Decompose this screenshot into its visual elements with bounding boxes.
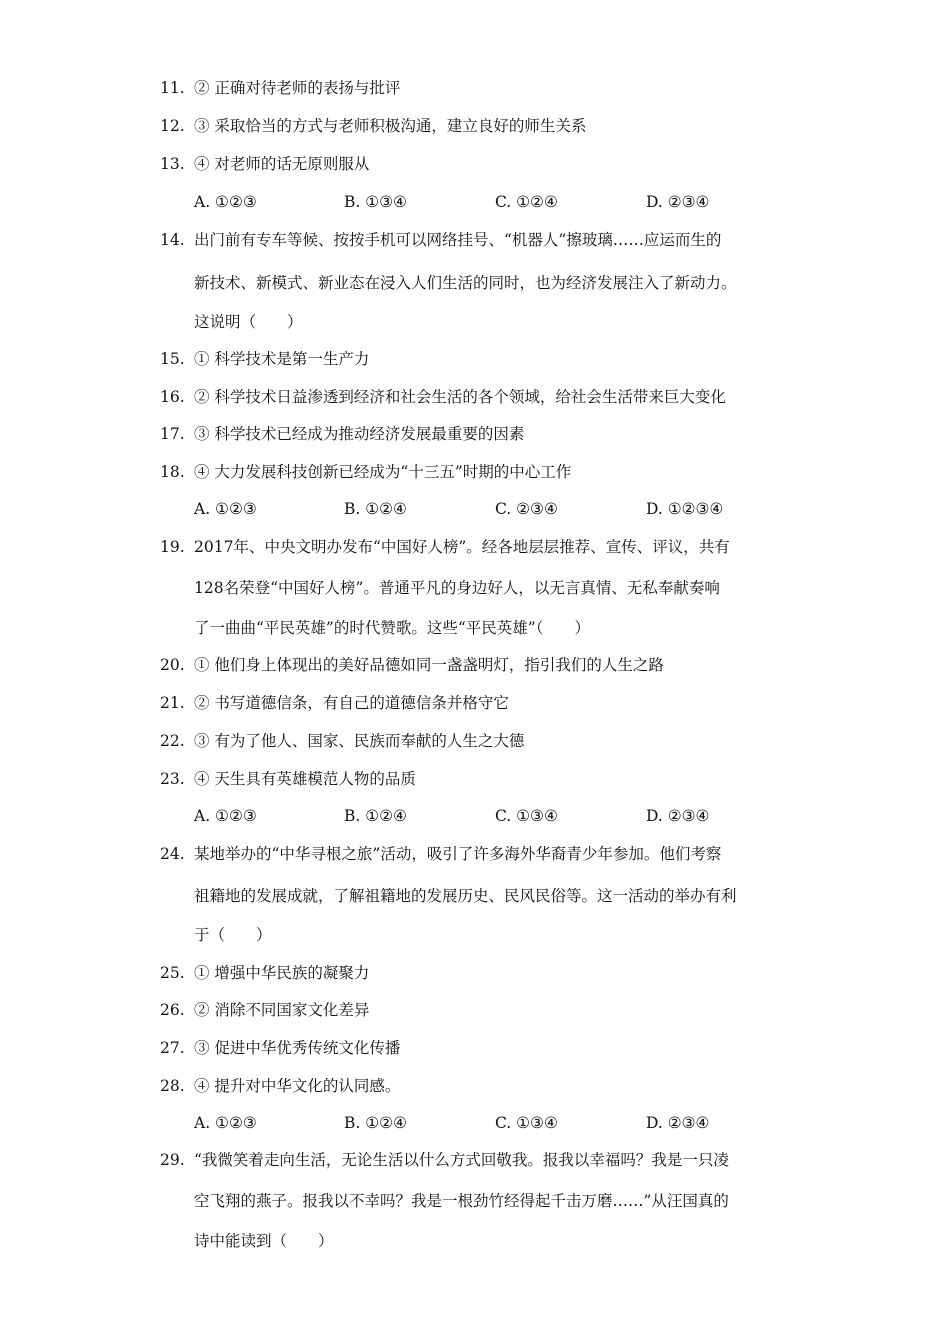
- answer-options-row: [0, 183, 950, 221]
- option-d: D. ②③④: [646, 1114, 710, 1132]
- question-item-15: [0, 340, 950, 378]
- continuation-text: 128名荣登“中国好人榜”。普通平凡的身边好人，以无言真情、无私奉献奏响: [194, 579, 720, 597]
- option-b: B. ①②④: [344, 807, 407, 825]
- question-item-26: [0, 991, 950, 1029]
- item-continuation: [0, 569, 950, 607]
- item-number: 19.: [160, 538, 185, 556]
- item-text: ④ 对老师的话无原则服从: [194, 155, 370, 173]
- option-c: C. ①②④: [495, 193, 558, 211]
- item-text: ④ 大力发展科技创新已经成为“十三五”时期的中心工作: [194, 463, 572, 481]
- continuation-text: 诗中能读到（ ）: [194, 1232, 334, 1250]
- item-continuation: [0, 264, 950, 302]
- answer-options-row: [0, 1104, 950, 1142]
- item-continuation: [0, 303, 950, 341]
- option-d: D. ②③④: [646, 807, 710, 825]
- item-text: ② 正确对待老师的表扬与批评: [194, 79, 401, 97]
- question-item-19: [0, 528, 950, 566]
- item-text: 2017年、中央文明办发布“中国好人榜”。经各地层层推荐、宣传、评议，共有: [194, 538, 730, 556]
- item-text: 某地举办的“中华寻根之旅”活动，吸引了许多海外华裔青少年参加。他们考察: [194, 845, 722, 863]
- item-continuation: [0, 877, 950, 915]
- item-number: 23.: [160, 770, 185, 788]
- question-item-28: [0, 1067, 950, 1105]
- question-item-12: [0, 107, 950, 145]
- question-item-20: [0, 646, 950, 684]
- option-b: B. ①②④: [344, 500, 407, 518]
- item-number: 22.: [160, 732, 185, 750]
- option-c: C. ②③④: [495, 500, 558, 518]
- question-item-25: [0, 954, 950, 992]
- item-text: ③ 有为了他人、国家、民族而奉献的人生之大德: [194, 732, 525, 750]
- option-a: A. ①②③: [194, 807, 257, 825]
- item-text: ③ 促进中华优秀传统文化传播: [194, 1039, 401, 1057]
- item-text: ③ 科学技术已经成为推动经济发展最重要的因素: [194, 425, 525, 443]
- question-item-27: [0, 1029, 950, 1067]
- item-text: ③ 采取恰当的方式与老师积极沟通，建立良好的师生关系: [194, 117, 587, 135]
- option-a: A. ①②③: [194, 193, 257, 211]
- item-continuation: [0, 1222, 950, 1260]
- item-text: ① 科学技术是第一生产力: [194, 350, 370, 368]
- question-item-22: [0, 722, 950, 760]
- option-d: D. ②③④: [646, 193, 710, 211]
- item-text: ② 书写道德信条，有自己的道德信条并格守它: [194, 694, 509, 712]
- item-continuation: [0, 1182, 950, 1220]
- item-text: ② 消除不同国家文化差异: [194, 1001, 370, 1019]
- question-item-17: [0, 415, 950, 453]
- item-number: 29.: [160, 1151, 185, 1169]
- item-number: 25.: [160, 964, 185, 982]
- continuation-text: 新技术、新模式、新业态在浸入人们生活的同时，也为经济发展注入了新动力。: [194, 274, 737, 292]
- item-number: 24.: [160, 845, 185, 863]
- item-text: “我微笑着走向生活，无论生活以什么方式回敬我。报我以幸福吗？我是一只凌: [194, 1151, 729, 1169]
- option-a: A. ①②③: [194, 500, 257, 518]
- item-continuation: [0, 916, 950, 954]
- item-number: 16.: [160, 388, 185, 406]
- item-number: 12.: [160, 117, 185, 135]
- question-item-21: [0, 684, 950, 722]
- item-continuation: [0, 609, 950, 647]
- option-c: C. ①③④: [495, 1114, 558, 1132]
- question-item-11: [0, 69, 950, 107]
- question-item-18: [0, 453, 950, 491]
- answer-options-row: [0, 797, 950, 835]
- option-a: A. ①②③: [194, 1114, 257, 1132]
- item-number: 13.: [160, 155, 185, 173]
- item-text: 出门前有专车等候、按按手机可以网络挂号、“机器人”擦玻璃……应运而生的: [194, 231, 722, 249]
- question-item-23: [0, 760, 950, 798]
- continuation-text: 于（ ）: [194, 926, 272, 944]
- item-number: 27.: [160, 1039, 185, 1057]
- item-number: 14.: [160, 231, 185, 249]
- item-text: ① 增强中华民族的凝聚力: [194, 964, 370, 982]
- option-b: B. ①③④: [344, 193, 407, 211]
- item-number: 21.: [160, 694, 185, 712]
- item-text: ④ 天生具有英雄模范人物的品质: [194, 770, 416, 788]
- item-number: 11.: [160, 79, 185, 97]
- option-c: C. ①③④: [495, 807, 558, 825]
- continuation-text: 空飞翔的燕子。报我以不幸吗？我是一根劲竹经得起千击万磨……”从汪国真的: [194, 1192, 729, 1210]
- question-item-14: [0, 221, 950, 259]
- question-item-29: [0, 1141, 950, 1179]
- question-item-24: [0, 835, 950, 873]
- continuation-text: 这说明（ ）: [194, 313, 303, 331]
- question-item-16: [0, 378, 950, 416]
- item-text: ① 他们身上体现出的美好品德如同一盏盏明灯，指引我们的人生之路: [194, 656, 664, 674]
- item-number: 18.: [160, 463, 185, 481]
- question-item-13: [0, 145, 950, 183]
- item-number: 15.: [160, 350, 185, 368]
- continuation-text: 了一曲曲“平民英雄”的时代赞歌。这些“平民英雄”（ ）: [194, 619, 590, 637]
- item-text: ② 科学技术日益渗透到经济和社会生活的各个领域，给社会生活带来巨大变化: [194, 388, 726, 406]
- answer-options-row: [0, 490, 950, 528]
- continuation-text: 祖籍地的发展成就，了解祖籍地的发展历史、民风民俗等。这一活动的举办有利: [194, 887, 737, 905]
- item-number: 26.: [160, 1001, 185, 1019]
- item-number: 28.: [160, 1077, 185, 1095]
- item-number: 20.: [160, 656, 185, 674]
- item-text: ④ 提升对中华文化的认同感。: [194, 1077, 401, 1095]
- option-b: B. ①②④: [344, 1114, 407, 1132]
- item-number: 17.: [160, 425, 185, 443]
- option-d: D. ①②③④: [646, 500, 724, 518]
